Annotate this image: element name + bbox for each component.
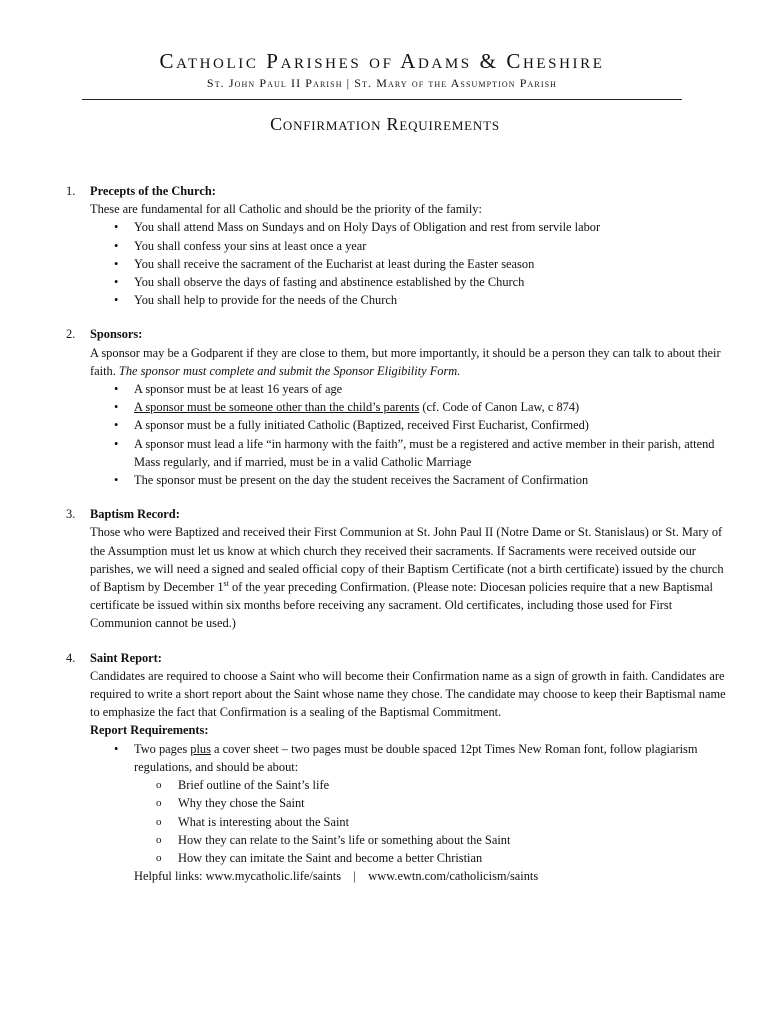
section-saint-report (66, 649, 726, 886)
list-item: o Brief outline of the Saint’s life (156, 776, 726, 794)
circle-bullet-icon: o (156, 797, 162, 810)
letterhead-rule (82, 99, 682, 100)
letterhead-title: Catholic Parishes of Adams & Cheshire (159, 49, 605, 73)
document-body (66, 182, 726, 901)
section-body: Candidates are required to choose a Saint who will become their Confirmation name as a sign of growth in faith. Candidates are required to write a short report about the Saint whose name they chose. The candidate may choose to keep their Baptismal name to emphasize the fact that Confirmation is a sealing of the Baptismal Commitment. (90, 668, 726, 720)
document-title: Confirmation Requirements (270, 114, 500, 134)
precepts-list (90, 218, 726, 309)
section-number: 2. (66, 327, 76, 342)
section-baptism-record (66, 505, 726, 632)
letterhead-subtitle: St. John Paul II Parish | St. Mary of the Assumption Parish (206, 76, 558, 90)
list-item: o How they can imitate the Saint and become a better Christian (156, 849, 726, 867)
bullet-icon: • (114, 741, 119, 756)
section-number: 4. (66, 650, 76, 665)
list-item: o What is interesting about the Saint (156, 813, 726, 831)
bullet-icon: • (114, 436, 119, 451)
list-item: • You shall observe the days of fasting and abstinence established by the Church (114, 273, 726, 291)
bullet-icon: • (114, 473, 119, 488)
report-requirements-heading: Report Requirements: (90, 723, 209, 738)
circle-bullet-icon: o (156, 851, 162, 864)
section-precepts (66, 182, 726, 309)
letterhead (82, 48, 682, 100)
bullet-icon: • (114, 293, 119, 308)
list-item: • A sponsor must be a fully initiated Catholic (Baptized, received First Eucharist, Confirmed) (114, 416, 726, 434)
list-item: o How they can relate to the Saint’s life or something about the Saint (156, 831, 726, 849)
helpful-links[interactable]: Helpful links: www.mycatholic.life/saints | www.ewtn.com/catholicism/saints (134, 869, 539, 884)
report-requirements-list (90, 740, 726, 867)
section-heading: Sponsors: (90, 327, 143, 342)
bullet-icon: • (114, 275, 119, 290)
section-body: Those who were Baptized and received their First Communion at St. John Paul II (Notre Dame or St. Stanislaus) or St. Mary of the Assumption must let us know at which church they received their sacraments. If Sacraments were received outside our parishes, we will need a signed and sealed official copy of their Baptism Certificate (not a birth certificate) issued by the church of Baptism by December 1st of the year preceding Confirmation. (Please note: Diocesan policies require that a new Baptismal certificate be issued within six months before receiving any sacrament. Old certificates, including those used for First Communion cannot be used.) (90, 525, 724, 631)
bullet-icon: • (114, 400, 119, 415)
section-intro: These are fundamental for all Catholic and should be the priority of the family: (90, 202, 482, 217)
bullet-icon: • (114, 256, 119, 271)
underlined-text: A sponsor must be someone other than the child’s parents (134, 400, 420, 415)
list-item: • You shall receive the sacrament of the Eucharist at least during the Easter season (114, 255, 726, 273)
underlined-text: plus (190, 741, 211, 756)
list-item: • The sponsor must be present on the day the student receives the Sacrament of Confirmation (114, 471, 726, 489)
list-item: • You shall confess your sins at least once a year (114, 237, 726, 255)
bullet-icon: • (114, 238, 119, 253)
section-number: 1. (66, 184, 76, 198)
section-heading: Baptism Record: (90, 507, 180, 522)
list-item: • Two pages plus a cover sheet – two pages must be double spaced 12pt Times New Roman font, follow plagiarism regulations, and should be about: o Brief outline of the Saint’s life o Why they chose the Saint o What is interesting about the Saint o How they can relate to the Saint’s life or something about the Saint o How they can imitate the Saint and become a better Christian (114, 740, 726, 867)
list-item: • A sponsor must be someone other than the child’s parents (cf. Code of Canon Law, c 874) (114, 398, 726, 416)
list-item: • You shall attend Mass on Sundays and on Holy Days of Obligation and rest from servile labor (114, 218, 726, 236)
bullet-icon: • (114, 418, 119, 433)
bullet-icon: • (114, 382, 119, 397)
list-item: • A sponsor must lead a life “in harmony with the faith”, must be a registered and active member in their parish, attend Mass regularly, and if married, must be in a valid Catholic Marriage (114, 436, 715, 469)
section-heading: Saint Report: (90, 650, 162, 665)
list-item: • A sponsor must be at least 16 years of age (114, 380, 726, 398)
bullet-icon: • (114, 220, 119, 235)
section-heading: Precepts of the Church: (90, 184, 216, 198)
section-intro: A sponsor may be a Godparent if they are close to them, but more importantly, it should be a person they can talk to about their faith. The sponsor must complete and submit the Sponsor Eligibility Form. (90, 345, 721, 378)
circle-bullet-icon: o (156, 779, 162, 792)
report-topics-list (134, 776, 726, 867)
section-number: 3. (66, 507, 76, 522)
circle-bullet-icon: o (156, 833, 162, 846)
list-item: • You shall help to provide for the needs of the Church (114, 291, 726, 309)
list-item: o Why they chose the Saint (156, 794, 726, 812)
sponsor-form-note: The sponsor must complete and submit the Sponsor Eligibility Form. (118, 363, 461, 378)
sponsor-list (90, 380, 726, 489)
section-sponsors (66, 325, 726, 489)
circle-bullet-icon: o (156, 815, 162, 828)
